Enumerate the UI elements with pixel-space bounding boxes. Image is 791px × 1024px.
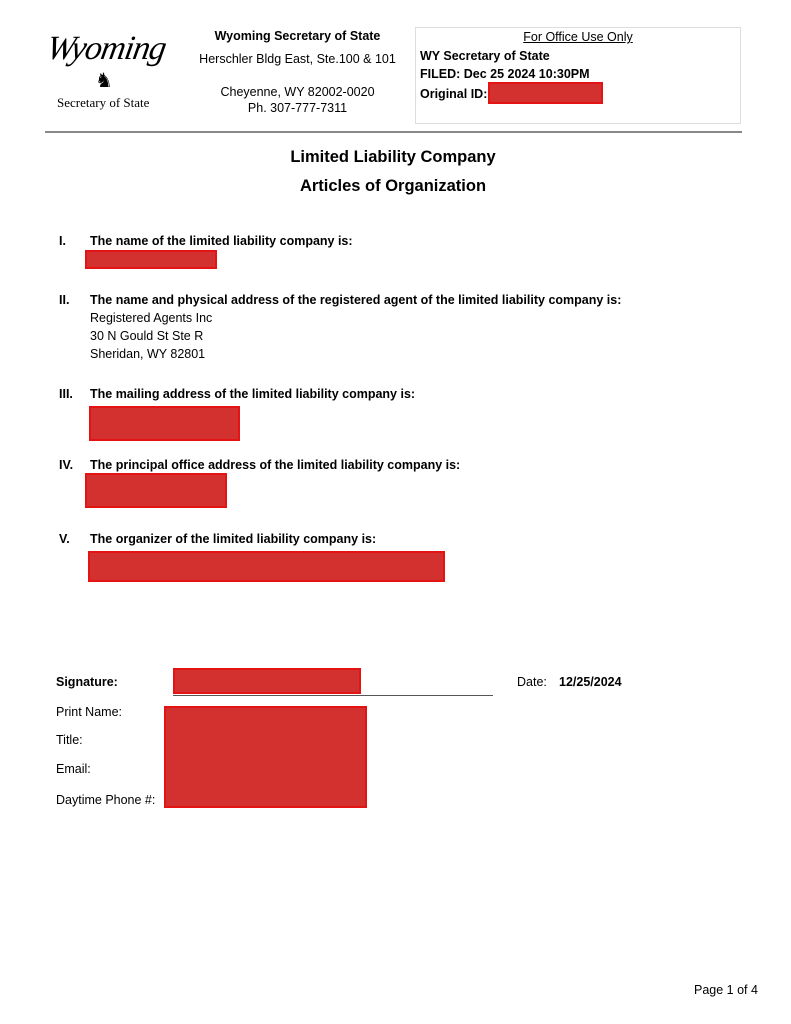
print-name-label: Print Name:: [56, 705, 122, 719]
section-3-heading: The mailing address of the limited liability company is:: [90, 387, 416, 401]
agent-street: 30 N Gould St Ste R: [90, 329, 204, 343]
email-label: Email:: [56, 762, 91, 776]
agency-address: Herschler Bldg East, Ste.100 & 101: [199, 52, 396, 66]
document-page: Wyoming ♞ Secretary of State Wyoming Secretary of State Herschler Bldg East, Ste.100 & 101 Cheyenne, WY 82002-0020 Ph. 307-777-7311 For Office Use Only WY Secretary of State FILED: Dec 25 2024 10:30PM Original ID: Limited Liability Company Articles of Organization I. The name of the limited liability company is: II. The name and physical address of the registered agent of the limited liability company is: Registered Agents Inc 30 N Gould St Ste R Sheridan, WY 82801 III. The mailing address of the limited liability company is: IV. The principal office address of the limited liability company is: V. The organizer of the limited liability company is: Signature: Date: 12/25/2024 Print Name: Title: Email: Daytime Phone #: Page 1 of 4: [0, 0, 791, 1024]
signature-line: [173, 695, 493, 696]
agency-city: Cheyenne, WY 82002-0020: [220, 85, 375, 99]
title-line-1: Limited Liability Company: [290, 148, 496, 166]
phone-label: Daytime Phone #:: [56, 793, 156, 807]
redacted-contact-info: [164, 706, 367, 808]
wyoming-logo: Wyoming ♞ Secretary of State: [43, 30, 169, 110]
redacted-signature: [173, 668, 361, 694]
title-label: Title:: [56, 733, 83, 747]
redacted-mailing-address: [89, 406, 240, 441]
title-line-2: Articles of Organization: [299, 177, 487, 195]
section-5-heading: The organizer of the limited liability company is:: [90, 532, 377, 546]
redacted-principal-address: [85, 473, 227, 508]
office-use-box: For Office Use Only WY Secretary of State FILED: Dec 25 2024 10:30PM Original ID:: [415, 27, 741, 124]
header-divider: [45, 131, 742, 133]
redacted-organizer: [88, 551, 445, 582]
signature-label: Signature:: [56, 675, 118, 689]
date-value: 12/25/2024: [559, 675, 622, 689]
agent-name: Registered Agents Inc: [90, 311, 213, 325]
redacted-original-id: [488, 82, 603, 104]
agent-city: Sheridan, WY 82801: [90, 347, 206, 361]
date-label: Date:: [517, 675, 547, 689]
section-4-heading: The principal office address of the limited liability company is:: [90, 458, 461, 472]
page-number: Page 1 of 4: [694, 983, 758, 997]
bucking-horse-icon: ♞: [95, 70, 113, 92]
agency-phone: Ph. 307-777-7311: [247, 101, 348, 115]
redacted-company-name: [85, 250, 217, 269]
agency-name: Wyoming Secretary of State: [214, 29, 381, 43]
section-1-heading: The name of the limited liability company is:: [90, 234, 353, 248]
section-2-heading: The name and physical address of the registered agent of the limited liability company is:: [90, 293, 622, 307]
